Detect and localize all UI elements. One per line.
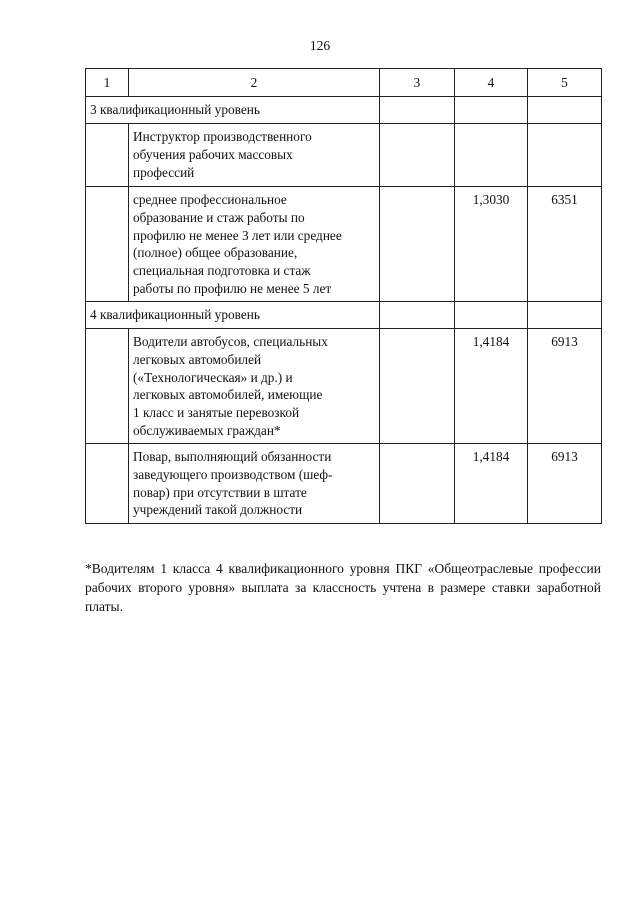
cell-line: обслуживаемых граждан* — [133, 422, 281, 438]
section-row-level-3 — [86, 97, 602, 124]
row-cell-2 — [129, 329, 380, 444]
cell-line: профилю не менее 3 лет или среднее — [133, 227, 342, 243]
section-cell-3 — [380, 97, 455, 124]
cell-line: заведующего производством (шеф- — [133, 466, 333, 482]
section-title: 4 квалификационный уровень — [86, 302, 380, 329]
row-cell-5: 6913 — [528, 329, 602, 444]
cell-line: (полное) общее образование, — [133, 245, 298, 261]
section-title: 3 квалификационный уровень — [86, 97, 380, 124]
cell-line: повар) при отсутствии в штате — [133, 484, 307, 500]
row-cell-1 — [86, 444, 129, 524]
section-cell-4 — [455, 302, 528, 329]
section-row-level-4 — [86, 302, 602, 329]
table-row — [86, 124, 602, 187]
section-cell-3 — [380, 302, 455, 329]
row-cell-4: 1,4184 — [455, 329, 528, 444]
footnote: *Водителям 1 класса 4 квалификационного уровня ПКГ «Общеотраслевые профессии рабочих второго уровня» выплата за классность учтена в размере ставки заработной платы. — [85, 560, 601, 614]
table-row — [86, 187, 602, 302]
row-cell-1 — [86, 187, 129, 302]
row-cell-5: 6913 — [528, 444, 602, 524]
table-row — [86, 444, 602, 524]
section-cell-5 — [528, 302, 602, 329]
section-cell-4 — [455, 97, 528, 124]
cell-line: учреждений такой должности — [133, 502, 303, 518]
row-cell-1 — [86, 124, 129, 187]
cell-line: среднее профессиональное — [133, 192, 287, 207]
cell-line: Инструктор производственного — [133, 129, 312, 144]
row-cell-3 — [380, 124, 455, 187]
row-cell-3 — [380, 187, 455, 302]
row-cell-2 — [129, 444, 380, 524]
section-cell-5 — [528, 97, 602, 124]
table-row — [86, 329, 602, 444]
cell-line: обучения рабочих массовых — [133, 146, 293, 162]
row-cell-3 — [380, 444, 455, 524]
header-col-1: 1 — [86, 69, 129, 97]
row-cell-2 — [129, 124, 380, 187]
header-col-5: 5 — [528, 69, 602, 97]
cell-line: Повар, выполняющий обязанности — [133, 449, 332, 464]
cell-line: профессий — [133, 164, 195, 180]
row-cell-5 — [528, 124, 602, 187]
cell-line: легковых автомобилей, имеющие — [133, 387, 323, 403]
cell-line: легковых автомобилей — [133, 351, 262, 367]
cell-line: образование и стаж работы по — [133, 209, 305, 225]
header-col-2: 2 — [129, 69, 380, 97]
cell-line: работы по профилю не менее 5 лет — [133, 280, 332, 296]
table-header-row — [86, 69, 602, 97]
cell-line: Водители автобусов, специальных — [133, 334, 328, 349]
row-cell-4: 1,4184 — [455, 444, 528, 524]
cell-line: специальная подготовка и стаж — [133, 263, 311, 279]
row-cell-3 — [380, 329, 455, 444]
row-cell-4 — [455, 124, 528, 187]
row-cell-4: 1,3030 — [455, 187, 528, 302]
cell-line: 1 класс и занятые перевозкой — [133, 405, 300, 421]
header-col-4: 4 — [455, 69, 528, 97]
page-number: 126 — [309, 38, 331, 53]
row-cell-1 — [86, 329, 129, 444]
cell-line: («Технологическая» и др.) и — [133, 369, 293, 385]
row-cell-2 — [129, 187, 380, 302]
header-col-3: 3 — [380, 69, 455, 97]
row-cell-5: 6351 — [528, 187, 602, 302]
wage-table — [85, 68, 602, 524]
